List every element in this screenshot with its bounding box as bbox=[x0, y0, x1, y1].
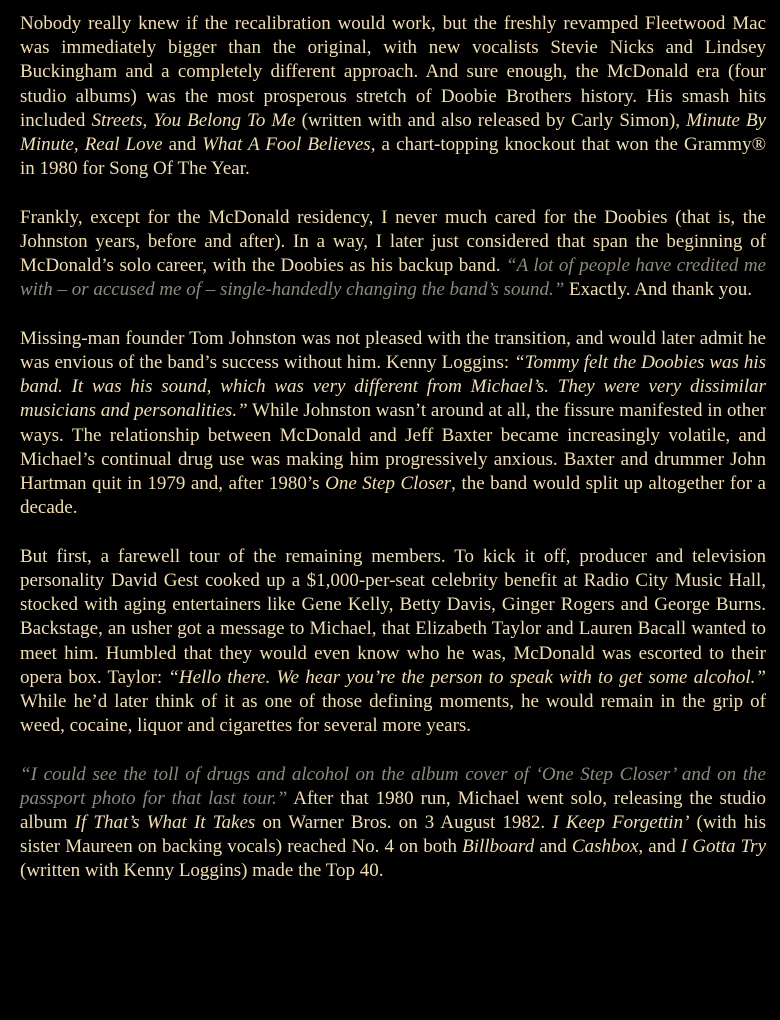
text-run: After that 1980 run, Michael went solo, releasing the studio album bbox=[20, 787, 766, 834]
text-run: Missing-man founder Tom Johnston was not pleased with the transition, and would later admit he was envious of the band’s success without him. Kenny Loggins: bbox=[20, 327, 766, 374]
text-run: , and bbox=[638, 836, 681, 858]
chart-name: Billboard bbox=[462, 836, 535, 858]
loggins-quote: “Tommy felt the Doobies was his band. It was his sound, which was very different from Michael’s. They were very dissimilar musicians and personalities.” bbox=[20, 352, 766, 422]
text-run: While Johnston wasn’t around at all, the fissure manifested in other ways. The relationship between McDonald and Jeff Baxter became increasingly volatile, and Michael’s continual drug use was making him progressively anxious. Baxter and drummer John Hartman quit in 1979 and, after 1980’s bbox=[20, 400, 767, 495]
text-run: , a chart-topping knockout that won the Grammy® in 1980 for Song Of The Year. bbox=[20, 134, 767, 180]
chart-name: Cashbox bbox=[571, 836, 639, 858]
text-run: , the band would split up altogether for a decade. bbox=[20, 473, 766, 519]
text-run: on Warner Bros. on 3 August 1982. bbox=[255, 812, 553, 834]
song-title: Minute By Minute bbox=[20, 109, 766, 156]
song-title: You Belong To Me bbox=[153, 109, 296, 131]
mcdonald-quote: “A lot of people have credited me with – or accused me of – single-handedly changing the band’s sound.” bbox=[20, 255, 766, 301]
paragraph-fleetwood-mac bbox=[20, 12, 766, 181]
text-run: But first, a farewell tour of the remaining members. To kick it off, producer and television personality David Gest cooked up a $1,000-per-seat celebrity benefit at Radio City Music Hall, stocked with aging entertainers like Gene Kelly, Betty Davis, Ginger Rogers and George Burns. Backstage, an usher got a message to Michael, that Elizabeth Taylor and Lauren Bacall wanted to meet him. Humbled that they would even know who he was, McDonald was escorted to their opera box. Taylor: bbox=[20, 545, 766, 688]
text-run: Nobody really knew if the recalibration would work, but the freshly revamped Fleetwood Mac was immediately bigger than the original, with new vocalists Stevie Nicks and Lindsey Buckingham and a completely different approach. And sure enough, the McDonald era (four studio albums) was the most prosperous stretch of Doobie Brothers history. His smash hits included bbox=[20, 13, 766, 131]
text-run: (written with Kenny Loggins) made the Top 40. bbox=[20, 860, 384, 882]
text-run: (with his sister Maureen on backing vocals) reached No. 4 on both bbox=[20, 812, 766, 858]
text-run: While he’d later think of it as one of those defining moments, he would remain in the grip of weed, cocaine, liquor and cigarettes for several more years. bbox=[20, 690, 766, 737]
text-run: Exactly. And thank you. bbox=[564, 279, 752, 301]
mcdonald-quote: “I could see the toll of drugs and alcohol on the album cover of ‘One Step Closer’ and on the passport photo for that last tour.” bbox=[20, 763, 766, 809]
album-title: If That’s What It Takes bbox=[74, 812, 256, 834]
text-run: Frankly, except for the McDonald residency, I never much cared for the Doobies (that is, the Johnston years, before and after). In a way, I later just considered that span the beginning of McDonald’s solo career, with the Doobies as his backup band. bbox=[20, 206, 766, 277]
text-run: , bbox=[73, 134, 85, 156]
paragraph-farewell-tour bbox=[20, 545, 766, 739]
album-title: One Step Closer bbox=[325, 473, 452, 495]
text-run: , bbox=[142, 109, 154, 131]
song-title: Real Love bbox=[84, 134, 163, 156]
text-run: and bbox=[534, 836, 572, 858]
paragraph-solo-career bbox=[20, 763, 766, 884]
paragraph-tom-johnston bbox=[20, 327, 766, 521]
text-run: (written with and also released by Carly Simon), bbox=[295, 109, 687, 131]
song-title: I Keep Forgettin’ bbox=[552, 812, 690, 834]
taylor-quote: “Hello there. We hear you’re the person to speak with to get some alcohol.” bbox=[168, 666, 766, 688]
song-title: I Gotta Try bbox=[680, 836, 767, 858]
song-title: Streets bbox=[91, 109, 143, 131]
text-run: and bbox=[162, 134, 203, 156]
paragraph-mcdonald-residency bbox=[20, 206, 766, 303]
song-title: What A Fool Believes bbox=[202, 134, 371, 156]
